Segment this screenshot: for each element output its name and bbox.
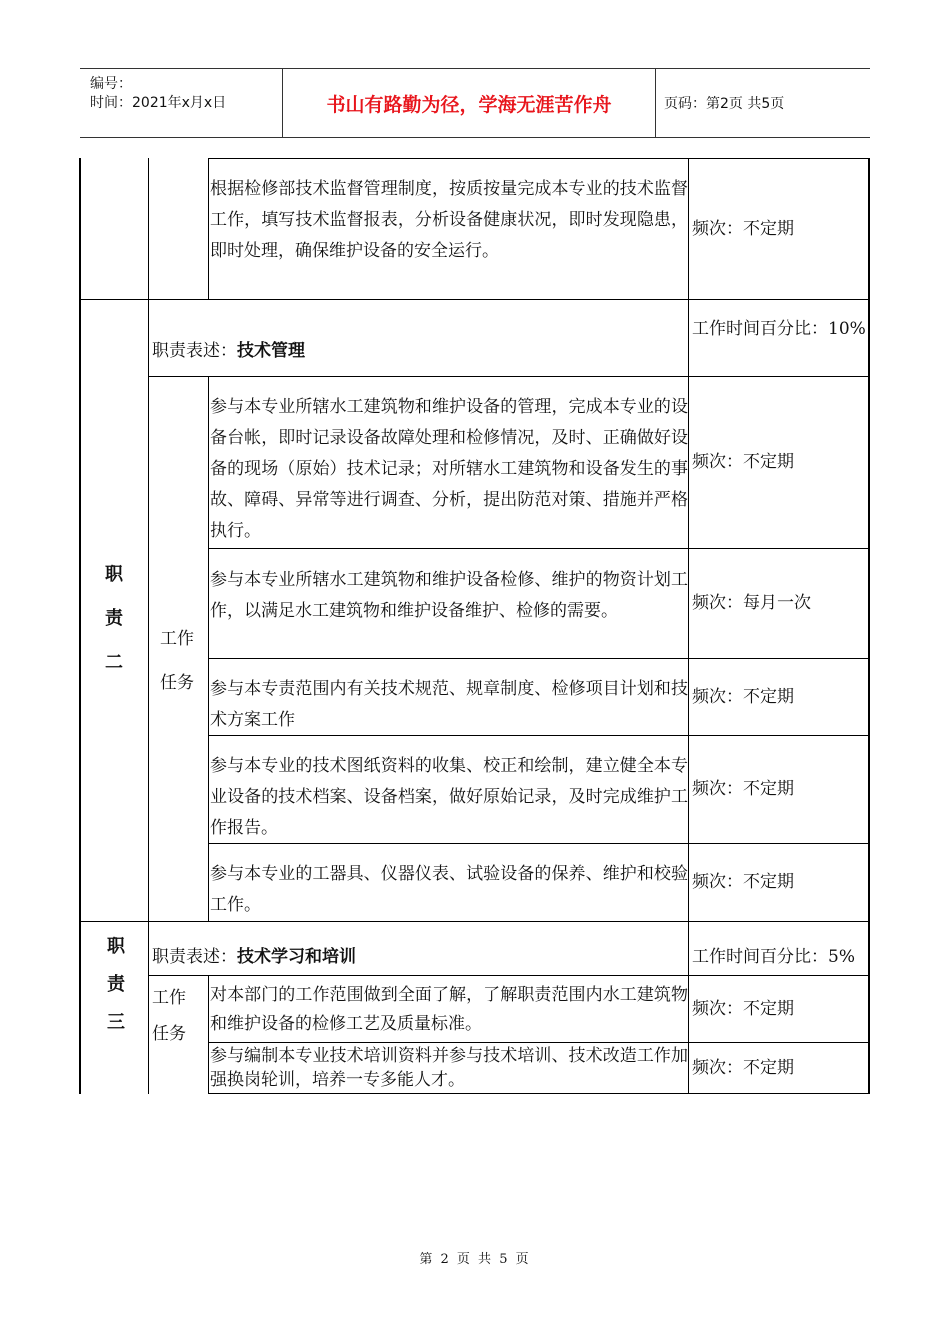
duty2-char-1: 职 <box>105 564 123 585</box>
col-divider-2c <box>208 976 209 1094</box>
header-meta <box>80 69 281 137</box>
col-divider-2a <box>208 158 209 300</box>
duty2-task-2: 参与本专业所辖水工建筑物和维护设备检修、维护的物资计划工作，以满足水工建筑物和维护设备维护、检修的需要。 <box>210 570 688 621</box>
number-label: 编号： <box>90 76 132 92</box>
duty2-desc-label: 职责表述： <box>152 341 237 361</box>
duty2-freq-5: 频次：不定期 <box>692 872 794 892</box>
duty3-task-1: 对本部门的工作范围做到全面了解，了解职责范围内水工建筑物和维护设备的检修工艺及质量标准。 <box>210 985 688 1034</box>
duty3-desc-value: 技术学习和培训 <box>237 947 356 967</box>
freq-top: 频次：不定期 <box>692 218 794 239</box>
row-line-1 <box>80 299 870 300</box>
duty2-freq-2: 频次：每月一次 <box>692 593 811 613</box>
duty2-freq-1: 频次：不定期 <box>692 452 794 472</box>
task-top: 根据检修部技术监督管理制度，按质按量完成本专业的技术监督工作，填写技术监督报表，分析设备健康状况，即时发现隐患，即时处理，确保维护设备的安全运行。 <box>210 179 688 261</box>
duty2-task-5: 参与本专业的工器具、仪器仪表、试验设备的保养、维护和校验工作。 <box>210 864 688 915</box>
duty2-task-label-1: 工作 <box>160 629 194 649</box>
duty3-desc-label: 职责表述： <box>152 947 237 967</box>
header-motto: 书山有路勤为径，学海无涯苦作舟 <box>282 69 656 137</box>
duty3-percent: 工作时间百分比：5% <box>692 947 855 967</box>
duty2-task-3: 参与本专责范围内有关技术规范、规章制度、检修项目计划和技术方案工作 <box>210 679 688 730</box>
col-divider-2b <box>208 376 209 922</box>
page-header <box>80 68 870 138</box>
duty2-task-4: 参与本专业的技术图纸资料的收集、校正和绘制，建立健全本专业设备的技术档案、设备档案，做好原始记录，及时完成维护工作报告。 <box>210 756 688 838</box>
duty2-char-2: 责 <box>105 608 123 629</box>
duty2-freq-3: 频次：不定期 <box>692 686 794 707</box>
duty3-char-1: 职 <box>107 936 125 957</box>
duty2-task-label-2: 任务 <box>160 673 194 693</box>
duty3-char-2: 责 <box>107 974 125 995</box>
row-line-10 <box>208 1093 870 1094</box>
duty3-desc <box>152 942 356 967</box>
duty3-task-2: 参与编制本专业技术培训资料并参与技术培训、技术改造工作加强换岗轮训，培养一专多能人才。 <box>210 1046 688 1090</box>
duty2-char-3: 二 <box>105 652 123 673</box>
duty3-task-label-1: 工作 <box>152 988 186 1008</box>
duty3-char-3: 三 <box>107 1012 125 1033</box>
page-footer: 第 2 页 共 5 页 <box>419 1252 531 1267</box>
duty2-percent: 工作时间百分比：10% <box>692 319 866 339</box>
time-label: 时间：2021年x月x日 <box>90 95 227 111</box>
duty3-task-label-2: 任务 <box>152 1024 186 1044</box>
duty2-task-1: 参与本专业所辖水工建筑物和维护设备的管理，完成本专业的设备台帐，即时记录设备故障处理和检修情况，及时、正确做好设备的现场（原始）技术记录；对所辖水工建筑物和设备发生的事故、障碍、异常等进行调查、分析，提出防范对策、措施并严格执行。 <box>210 397 688 541</box>
duty2-desc <box>152 336 305 361</box>
duty3-label <box>86 928 146 1042</box>
duty3-freq-2: 频次：不定期 <box>692 1057 794 1078</box>
duty3-freq-1: 频次：不定期 <box>692 998 794 1019</box>
header-page-info: 页码：第2页 共5页 <box>664 96 785 112</box>
duty2-freq-4: 频次：不定期 <box>692 779 794 799</box>
row-line-7 <box>80 921 870 922</box>
duty2-desc-value: 技术管理 <box>237 341 305 361</box>
duty2-label <box>84 553 144 685</box>
